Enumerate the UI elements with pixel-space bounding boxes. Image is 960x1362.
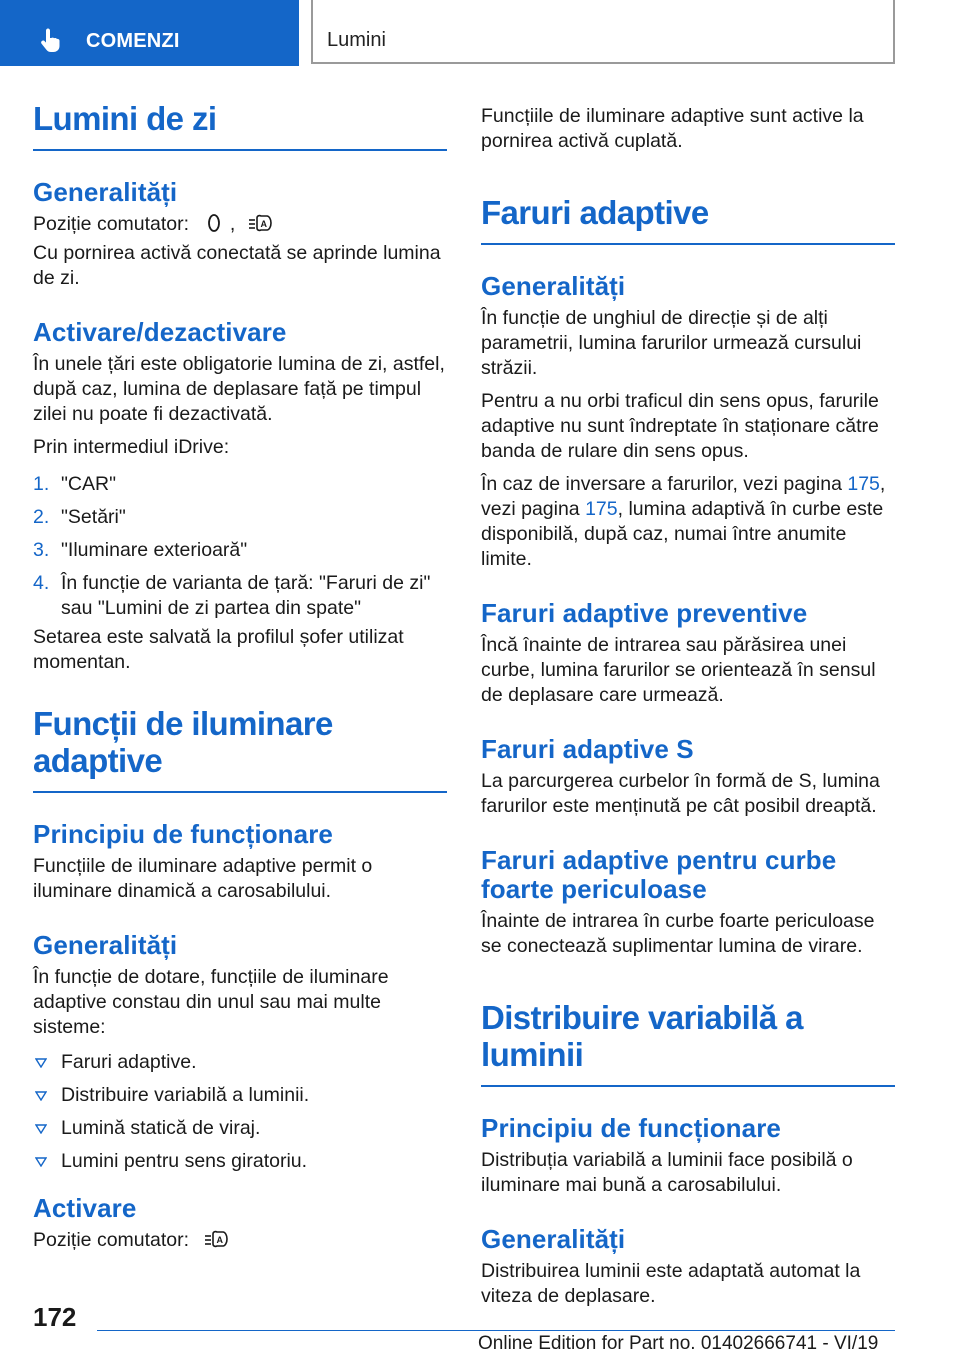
switch-position-label: Poziție comutator: (33, 213, 190, 235)
paragraph: Pentru a nu orbi traficul din sens opus, farurile adaptive nu sunt îndreptate în staționare către banda de rulare din sens opus. (481, 390, 879, 462)
list-item (33, 1050, 447, 1075)
section-rule (481, 1085, 895, 1087)
step-text: "Iluminare exterioară" (61, 539, 248, 561)
step-item (33, 505, 447, 530)
heading-general: Generalități (33, 930, 178, 960)
paragraph: Distribuirea luminii este adaptată automat la viteza de deplasare. (481, 1260, 861, 1307)
systems-list (33, 1050, 447, 1174)
switch-position-label: Poziție comutator: (33, 1229, 190, 1251)
svg-text:A: A (260, 219, 267, 229)
svg-text:A: A (216, 1235, 223, 1245)
list-item-text: Distribuire variabilă a luminii. (61, 1084, 310, 1106)
list-item-text: Lumină statică de viraj. (61, 1117, 261, 1139)
heading-activation: Activare (33, 1193, 137, 1223)
step-text: "CAR" (61, 473, 117, 495)
hand-pointer-icon (40, 27, 62, 53)
step-item (33, 472, 447, 497)
text-run: În caz de inversare a farurilor, vezi pagina (481, 473, 848, 495)
text-run: , vezi pagina (481, 473, 886, 520)
right-column (481, 104, 895, 1309)
left-column (33, 100, 447, 1253)
step-number: 2. (33, 506, 50, 528)
chapter-tab (0, 0, 299, 66)
heading-principle: Principiu de funcționare (481, 1113, 781, 1143)
heading-general: Generalități (481, 271, 626, 301)
heading-general: Generalități (481, 1224, 626, 1254)
step-item (33, 571, 447, 621)
section-title-adaptive-headlights: Faruri adaptive (481, 194, 709, 231)
step-number: 4. (33, 572, 50, 594)
chapter-title: Lumini (327, 29, 386, 51)
section-title-adaptive-functions: Funcții de iluminare adaptive (33, 705, 333, 779)
edition-footer: Online Edition for Part no. 01402666741 - VI/19 (478, 1333, 879, 1354)
paragraph: Înainte de intrarea în curbe foarte periculoase se conectează suplimentar lumina de virare. (481, 910, 875, 957)
heading-dangerous-curves: Faruri adaptive pentru curbe foarte periculoase (481, 845, 837, 904)
heading-activation: Activare/dezactivare (33, 317, 287, 347)
triangle-bullet-icon (35, 1157, 47, 1167)
chapter-tab-label: COMENZI (86, 30, 180, 52)
auto-headlight-icon (203, 1228, 229, 1250)
list-item-text: Lumini pentru sens giratoriu. (61, 1150, 308, 1172)
page-link[interactable]: 175 (585, 498, 618, 520)
step-number: 1. (33, 473, 50, 495)
steps-list (33, 472, 447, 621)
triangle-bullet-icon (35, 1058, 47, 1068)
step-text: În funcție de varianta de țară: "Faruri de zi" sau "Lumini de zi partea din spate" (61, 572, 431, 619)
list-item (33, 1116, 447, 1141)
switch-position-line (33, 212, 447, 237)
step-item (33, 538, 447, 563)
section-title-daytime-lights: Lumini de zi (33, 100, 217, 137)
paragraph: Cu pornirea activă conectată se aprinde lumina de zi. (33, 242, 441, 289)
paragraph: La parcurgerea curbelor în formă de S, lumina farurilor este menținută pe cât posibil dreaptă. (481, 770, 880, 817)
list-item (33, 1149, 447, 1174)
heading-s-curve: Faruri adaptive S (481, 734, 694, 764)
list-item (33, 1083, 447, 1108)
paragraph: Prin intermediul iDrive: (33, 436, 230, 458)
page-link[interactable]: 175 (847, 473, 880, 495)
step-number: 3. (33, 539, 50, 561)
section-rule (33, 149, 447, 151)
paragraph: Setarea este salvată la profilul șofer utilizat momentan. (33, 626, 404, 673)
section-rule (33, 791, 447, 793)
footer-rule (97, 1330, 895, 1331)
triangle-bullet-icon (35, 1124, 47, 1134)
step-text: "Setări" (61, 506, 126, 528)
heading-preventive: Faruri adaptive preventive (481, 598, 808, 628)
paragraph: În unele țări este obligatorie lumina de zi, astfel, după caz, lumina de deplasare față pe timpul zilei nu poate fi dezactivată. (33, 353, 445, 425)
text-run: , lumina adaptivă în curbe este disponibilă, după caz, numai între anumite limite. (481, 498, 884, 570)
heading-general: Generalități (33, 177, 178, 207)
paragraph: Distribuția variabilă a luminii face posibilă o iluminare mai bună a carosabilului. (481, 1149, 853, 1196)
triangle-bullet-icon (35, 1091, 47, 1101)
paragraph: În funcție de unghiul de direcție și de alți parametrii, lumina farurilor urmează cursului străzii. (481, 307, 862, 379)
paragraph: În funcție de dotare, funcțiile de iluminare adaptive constau din unul sau mai multe sisteme: (33, 966, 389, 1038)
paragraph: Funcțiile de iluminare adaptive permit o iluminare dinamică a carosabilului. (33, 855, 373, 902)
auto-headlight-icon (247, 212, 273, 234)
section-rule (481, 243, 895, 245)
section-title-variable-distribution: Distribuire variabilă a luminii (481, 999, 803, 1073)
heading-principle: Principiu de funcționare (33, 819, 333, 849)
chapter-header (311, 0, 895, 64)
paragraph: Funcțiile de iluminare adaptive sunt active la pornirea activă cuplată. (481, 105, 864, 152)
paragraph: Încă înainte de intrarea sau părăsirea unei curbe, lumina farurilor se orientează în sensul de deplasare care urmează. (481, 634, 876, 706)
light-switch-zero-icon (203, 212, 225, 234)
page-number: 172 (33, 1302, 77, 1332)
list-item-text: Faruri adaptive. (61, 1051, 197, 1073)
switch-position-separator: , (229, 213, 236, 235)
switch-position-line (33, 1228, 447, 1253)
paragraph-with-links (481, 472, 895, 572)
